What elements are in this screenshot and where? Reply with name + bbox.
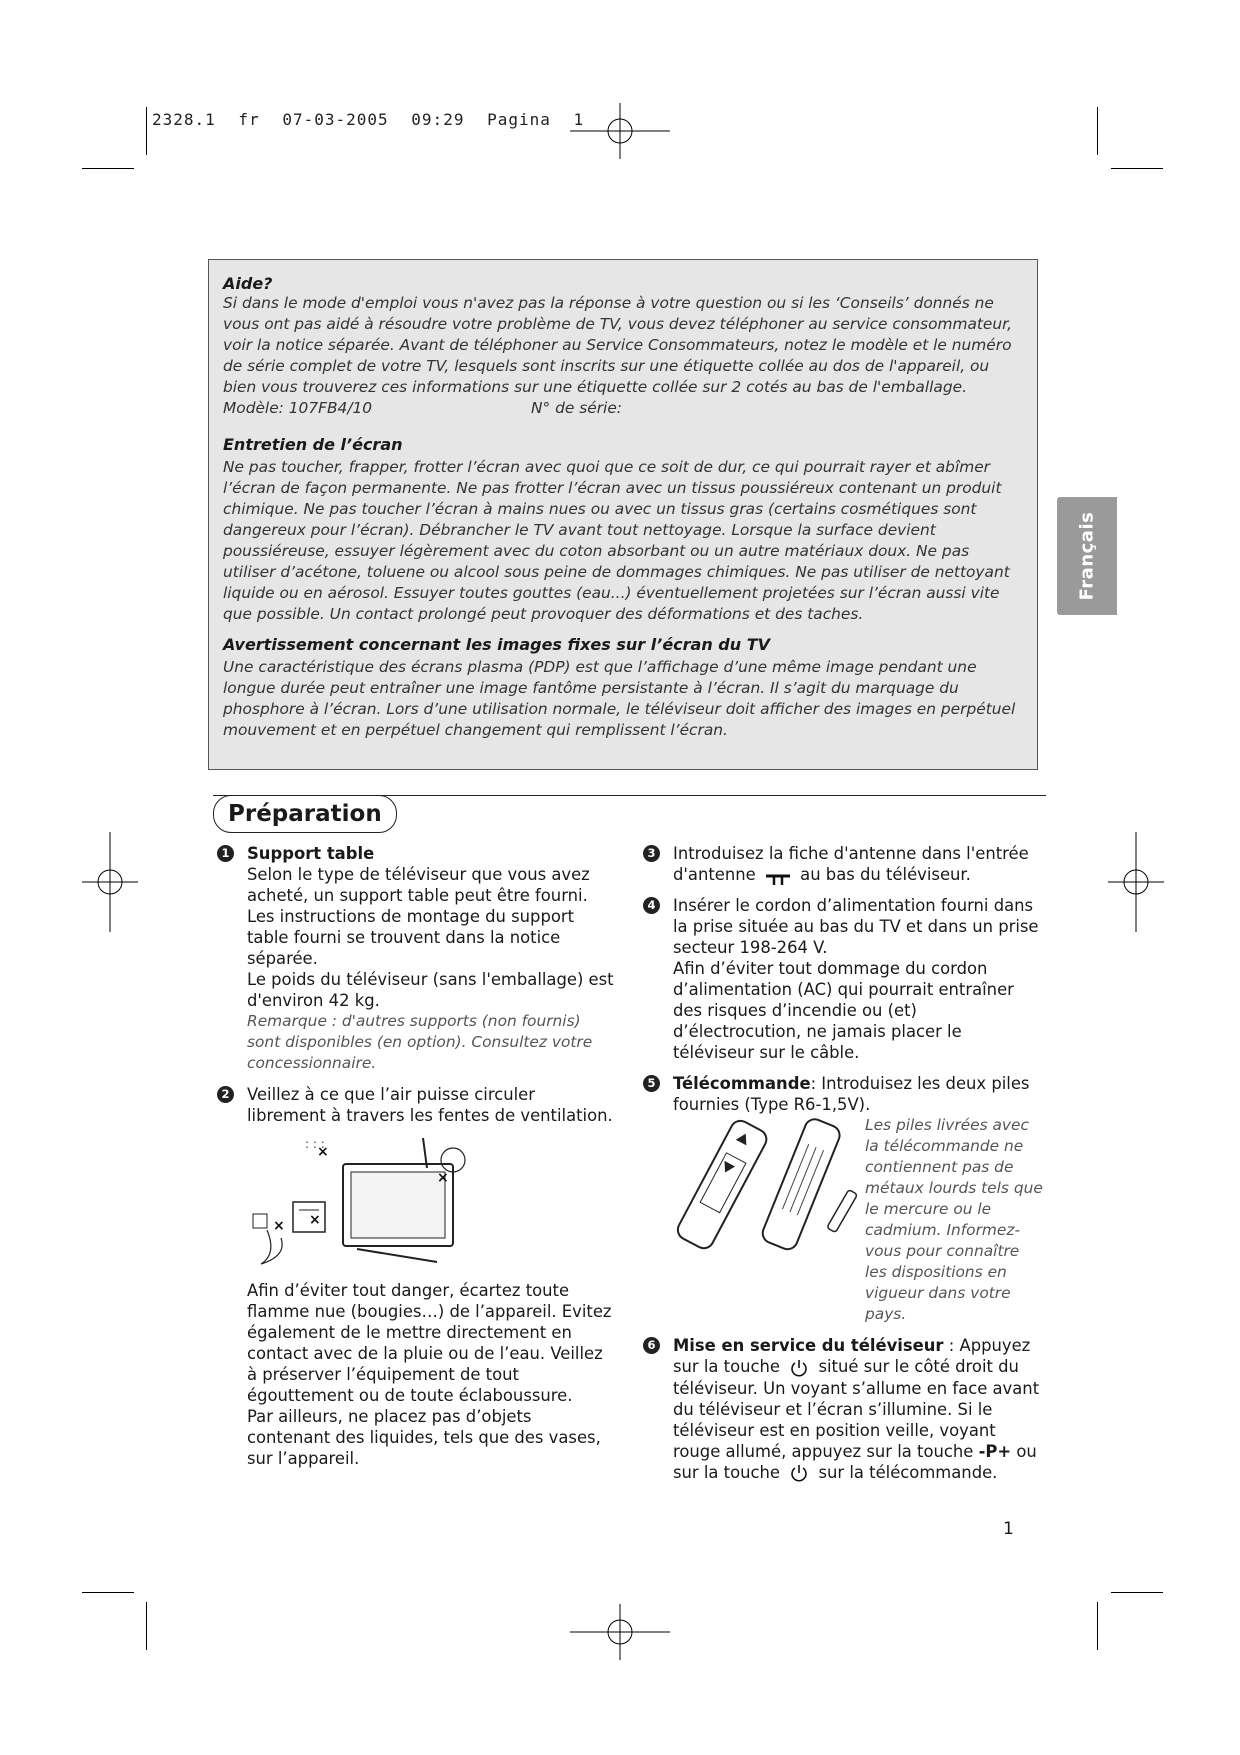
item-text: Introduisez la fiche d'antenne dans l'entrée d'antenne <box>673 844 1029 884</box>
item-text: Insérer le cordon d’alimentation fourni dans la prise située au bas du TV et dans un prise secteur 198-264 V. <box>673 896 1039 957</box>
aide-title: Aide? <box>223 274 273 293</box>
item-title: Support table <box>247 844 375 863</box>
item-text: Afin d’éviter tout danger, écartez toute flamme nue (bougies…) de l’appareil. Evitez également de le mettre directement en contact avec de la pluie ou de l’eau. Veillez à préserver l’équipement de tout égouttement ou de toute éclaboussure. <box>247 1281 612 1405</box>
model-serial-row <box>223 398 1023 419</box>
crop-mark <box>1097 1602 1098 1650</box>
list-item <box>643 1073 1045 1325</box>
item-number: 1 <box>217 845 234 862</box>
avertissement-title: Avertissement concernant les images fixes sur l’écran du TV <box>223 635 771 654</box>
registration-mark-icon <box>570 103 670 159</box>
svg-text:×: × <box>309 1212 321 1228</box>
power-icon <box>789 1463 809 1483</box>
serial-label: N° de série: <box>531 399 622 417</box>
item-text: ou sur la touche <box>673 1441 1037 1482</box>
right-column <box>643 843 1045 1493</box>
crop-mark <box>82 168 134 169</box>
svg-text:×: × <box>273 1218 285 1234</box>
svg-text:: : :: : : : <box>305 1137 325 1151</box>
item-note: Les piles livrées avec la télécommande ne contiennent pas de métaux lourds tels que le mercure ou le cadmium. Informez-vous pour connaître les dispositions en vigueur dans votre pays. <box>865 1116 1043 1323</box>
avertissement-text: Une caractéristique des écrans plasma (PDP) est que l’affichage d’une même image pendant une longue durée peut entraîner une image fantôme persistante à l’écran. Il s’agit du marquage du phosphore à l’écran. Lors d’une utilisation normale, le téléviseur doit afficher des images en perpétuel mouvement et en perpétuel changement qui remplissent l’écran. <box>223 658 1016 739</box>
crop-mark <box>146 107 147 155</box>
item-text: Selon le type de téléviseur que vous avez acheté, un support table peut être fourni. Les instructions de montage du support table fourni se trouvent dans la notice séparée. <box>247 865 590 968</box>
item-text: au bas du téléviseur. <box>800 865 971 884</box>
entretien-title: Entretien de l’écran <box>223 435 403 454</box>
language-tab-label: Français <box>1076 511 1098 601</box>
item-text: Afin d’éviter tout dommage du cordon d’alimentation (AC) qui pourrait entraîner des risques d’incendie ou (et) d’électrocution, ne jamais placer le téléviseur sur le câble. <box>673 959 1014 1062</box>
entretien-text: Ne pas toucher, frapper, frotter l’écran avec quoi que ce soit de dur, ce qui pourrait rayer et abîmer l’écran de façon permanente. Ne pas frotter l’écran avec un tissus poussiéreux contenant un produit chimique. Ne pas toucher l’écran à mains nues ou avec un tissus gras (certains cosmétiques sont dangereux pour l’écran). Débrancher le TV avant tout nettoyage. Lorsque la surface devient poussiéreuse, essuyer légèrement avec du coton absorbant ou un autre matériaux doux. Ne pas utiliser d’acétone, toluene ou alcool sous peine de dommages chimiques. Ne pas utiliser de nettoyant liquide ou en aérosol. Essuyer toutes gouttes (eau...) éventuellement projetées sur l’écran aussi vite que possible. Un contact prolongé peut provoquer des déformations et des taches. <box>223 458 1010 623</box>
remote-control-icon <box>673 1115 859 1255</box>
item-number: 6 <box>643 1337 660 1354</box>
key-p-label: -P+ <box>978 1441 1012 1461</box>
list-item <box>643 843 1045 885</box>
item-text: sur la télécommande. <box>818 1462 998 1482</box>
remote-batteries-illustration <box>673 1115 865 1325</box>
crop-mark <box>1097 107 1098 155</box>
item-text: : Introduisez les deux piles fournies (Type R6-1,5V). <box>673 1074 1030 1114</box>
list-item <box>643 1335 1045 1483</box>
item-number: 4 <box>643 897 660 914</box>
tv-warning-icon <box>247 1134 477 1272</box>
item-text: Par ailleurs, ne placez pas d’objets contenant des liquides, tels que des vases, sur l’appareil. <box>247 1407 601 1468</box>
page-number: 1 <box>1003 1519 1014 1539</box>
crop-mark <box>146 1602 147 1650</box>
registration-mark-icon <box>82 832 138 932</box>
left-column <box>217 843 615 1479</box>
item-number: 2 <box>217 1086 234 1103</box>
item-text: : Appuyez sur la touche <box>673 1336 1031 1376</box>
print-header: 2328.1 fr 07-03-2005 09:29 Pagina 1 <box>152 110 585 129</box>
ventilation-illustration <box>247 1134 615 1274</box>
item-title: Télécommande <box>673 1074 811 1093</box>
registration-mark-icon <box>1108 832 1164 932</box>
section-title: Préparation <box>213 795 397 833</box>
list-item <box>217 843 615 1074</box>
power-icon <box>789 1358 809 1378</box>
info-box <box>208 259 1038 770</box>
crop-mark <box>1111 168 1163 169</box>
item-text: situé sur le côté droit du téléviseur. Un voyant s’allume en face avant du téléviseur et l’écran s’illumine. Si le téléviseur est en position veille, voyant rouge allumé, appuyez sur la touche <box>673 1357 1040 1461</box>
list-item <box>643 895 1045 1063</box>
crop-mark <box>1111 1592 1163 1593</box>
list-item <box>217 1084 615 1469</box>
crop-mark <box>82 1592 134 1593</box>
registration-mark-icon <box>570 1604 670 1660</box>
item-number: 3 <box>643 845 660 862</box>
svg-text:×: × <box>437 1170 449 1186</box>
item-text: Veillez à ce que l’air puisse circuler librement à travers les fentes de ventilation. <box>247 1085 613 1125</box>
item-number: 5 <box>643 1075 660 1092</box>
aide-text: Si dans le mode d'emploi vous n'avez pas la réponse à votre question ou si les ‘Conseils’ donnés ne vous ont pas aidé à résoudre votre problème de TV, vous devez téléphoner au service consommateur, voir la notice séparée. Avant de téléphoner au Service Consommateurs, notez le modèle et le numéro de série complet de votre TV, lesquels sont inscrits sur une étiquette collée au dos de l'appareil, ou bien vous trouverez ces informations sur une étiquette collée sur 2 cotés au bas de l'emballage. <box>223 294 1012 396</box>
svg-text:×: × <box>317 1144 329 1160</box>
antenna-icon <box>765 870 791 882</box>
language-tab <box>1057 497 1117 615</box>
item-note: Remarque : d'autres supports (non fournis) sont disponibles (en option). Consultez votre concessionnaire. <box>247 1012 593 1072</box>
model-label: Modèle: 107FB4/10 <box>223 399 373 417</box>
item-text: Le poids du téléviseur (sans l'emballage) est d'environ 42 kg. <box>247 970 614 1010</box>
item-title: Mise en service du téléviseur <box>673 1336 944 1355</box>
